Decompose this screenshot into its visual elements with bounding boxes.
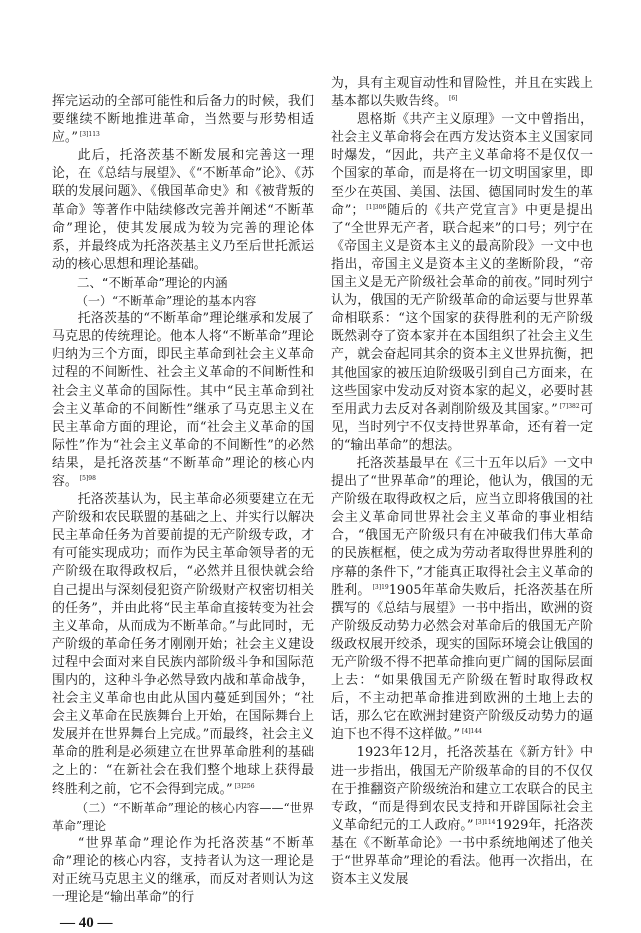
citation: [3]114 xyxy=(475,818,496,826)
paragraph-text: 可见，当时列宁不仅支持世界革命，还有着一定的“输出革命”的想法。 xyxy=(331,401,593,453)
paragraph: 此后，托洛茨基不断发展和完善这一理论，在《总结与展望》、《“不断革命”论》、《苏联的发展问题》、《俄国革命史》和《被背叛的革命》等著作中陆续修改完善并阐述“不断革命”理论，使其发展成为较为完善的理论体系，并最终成为托洛茨基主义乃至后世托派运动的核心思想和理论基础。 xyxy=(52,148,314,272)
paragraph-text: 1923年12月，托洛茨基在《新方针》中进一步指出，俄国无产阶级革命的目的不仅仅在于推翻资产阶级统治和建立工农联合的民主专政，“而是得到农民支持和开辟国际社会主义革命纪元的工人政府。” xyxy=(331,745,593,833)
citation: [7]382 xyxy=(559,402,580,410)
subsection-heading: （一）“不断革命”理论的基本内容 xyxy=(76,294,257,309)
citation: [6] xyxy=(449,95,458,103)
paragraph xyxy=(331,75,593,111)
paragraph-text: 为，具有主观盲动性和冒险性，并且在实践上基本都以失败告终。 xyxy=(331,76,593,110)
paragraph xyxy=(52,93,314,147)
citation: [3]256 xyxy=(234,782,255,790)
citation: [5]98 xyxy=(79,474,96,482)
left-column xyxy=(52,93,314,933)
paragraph-text: 托洛茨基的“不断革命”理论继承和发展了马克思的传统理论。他本人将“不断革命”理论归纳为三个方面，即民主革命到社会主义革命过程的不间断性、社会主义革命的不间断性和社会主义革命的国际性。其中“民主革命到社会主义革命的不间断性”继承了马克思主义在民主革命方面的理论，而“社会主义革命的国际性”作为“社会主义革命的不间断性”的必然结果，是托洛茨基“不断革命”理论的核心内容。 xyxy=(52,311,314,489)
subsection-heading: （二）“不断革命”理论的核心内容——“世界革命”理论 xyxy=(52,800,314,833)
citation: [4]144 xyxy=(462,728,482,736)
paragraph-text: 1929年，托洛茨基在《不断革命论》一书中系统地阐述了他关于“世界革命”理论的看法。他再一次指出，在资本主义发展 xyxy=(331,817,594,888)
paragraph xyxy=(52,310,314,491)
paragraph-text: 1905年革命失败后，托洛茨基在所撰写的《总结与展望》一书中指出，欧洲的资产阶级反动势力必然会对革命后的俄国无产阶级政权展开绞杀，现实的国际环境会让俄国的无产阶级不得不把革命推向更广阔的国际层面上去：“如果俄国无产阶级在暂时取得政权后，不主动把革命推进到欧洲的土地上去的话，那么它在欧洲封建资产阶级反动势力的逼迫下也不得不这样做。” xyxy=(331,582,593,743)
section-heading: 二、“不断革命”理论的内涵 xyxy=(77,274,228,290)
paragraph-text: 托洛茨基最早在《三十五年以后》一文中提出了“世界革命”的理论，他认为，俄国的无产阶级在取得政权之后，应当立即将俄国的社会主义革命同世界社会主义革命的事业相结合，“俄国无产阶级只有在冲破我们伟大革命的民族框框，使之成为劳动者取得世界胜利的序幕的条件下，”才能真正取得社会主义革命的胜利。 xyxy=(331,455,593,598)
paragraph: “世界革命”理论作为托洛茨基“不断革命”理论的核心内容，支持者认为这一理论是对正统马克思主义的继承，而反对者则认为这一理论是“输出革命”的行 xyxy=(52,835,314,906)
page-number: — 40 — xyxy=(60,915,113,932)
paragraph-text: 随后的《共产党宣言》中更是提出了“全世界无产者，联合起来”的口号；列宁在《帝国主义是资本主义的最高阶段》一文中也指出，帝国主义是资本主义的垄断阶段，“帝国主义是无产阶级社会革命的前夜。”同时列宁认为，俄国的无产阶级革命的命运要与世界革命相联系：“这个国家的获得胜利的无产阶级既然剥夺了资本家并在本国组织了社会主义生产，就会奋起同其余的资本主义世界抗衡，把其他国家的被压迫阶级吸引到自己方面来，在这些国家中发动反对资本家的起义，必要时甚至用武力去反对各剥削阶级及其国家。” xyxy=(331,202,594,417)
paragraph-text: 恩格斯《共产主义原理》一文中曾指出，社会主义革命将会在西方发达资本主义国家同时爆发，“因此，共产主义革命将不是仅仅一个国家的革命，而是将在一切文明国家里，即至少在英国、美国、法国、德国同时发生的革命”； xyxy=(331,112,593,218)
right-column xyxy=(331,75,593,889)
citation: [1]306 xyxy=(366,203,387,211)
citation: [3]19 xyxy=(372,583,389,591)
paragraph xyxy=(331,744,593,889)
paragraph xyxy=(331,111,593,455)
paragraph-text: 托洛茨基认为，民主革命必须要建立在无产阶级和农民联盟的基础之上、并实行以解决民主革命任务为首要前提的无产阶级专政，才有可能实现成功；而作为民主革命领导者的无产阶级在取得政权后，“必然并且很快就会给自己提出与深刻侵犯资产阶级财产权密切相关的任务”，并由此将“民主革命直接转变为社会主义革命，从而成为不断革命。”与此同时，无产阶级的革命任务才刚刚开始；社会主义建设过程中会面对来自民族内部阶级斗争和国际范围内的，这种斗争必然导致内战和革命战争，社会主义革命也由此从国内蔓延到国外；“社会主义革命在民族舞台上开始，在国际舞台上发展并在世界舞台上完成。”而最终，社会主义革命的胜利是必须建立在世界革命胜利的基础之上的：“在新社会在我们整个地球上获得最终胜利之前，它不会得到完成。” xyxy=(52,492,314,797)
paragraph xyxy=(52,491,314,799)
paragraph xyxy=(331,455,593,745)
paragraph-text: 挥完运动的全部可能性和后备力的时候，我们要继续不断地推进革命，当然要与形势相适应。” xyxy=(52,94,314,146)
citation: [3]113 xyxy=(79,131,100,139)
